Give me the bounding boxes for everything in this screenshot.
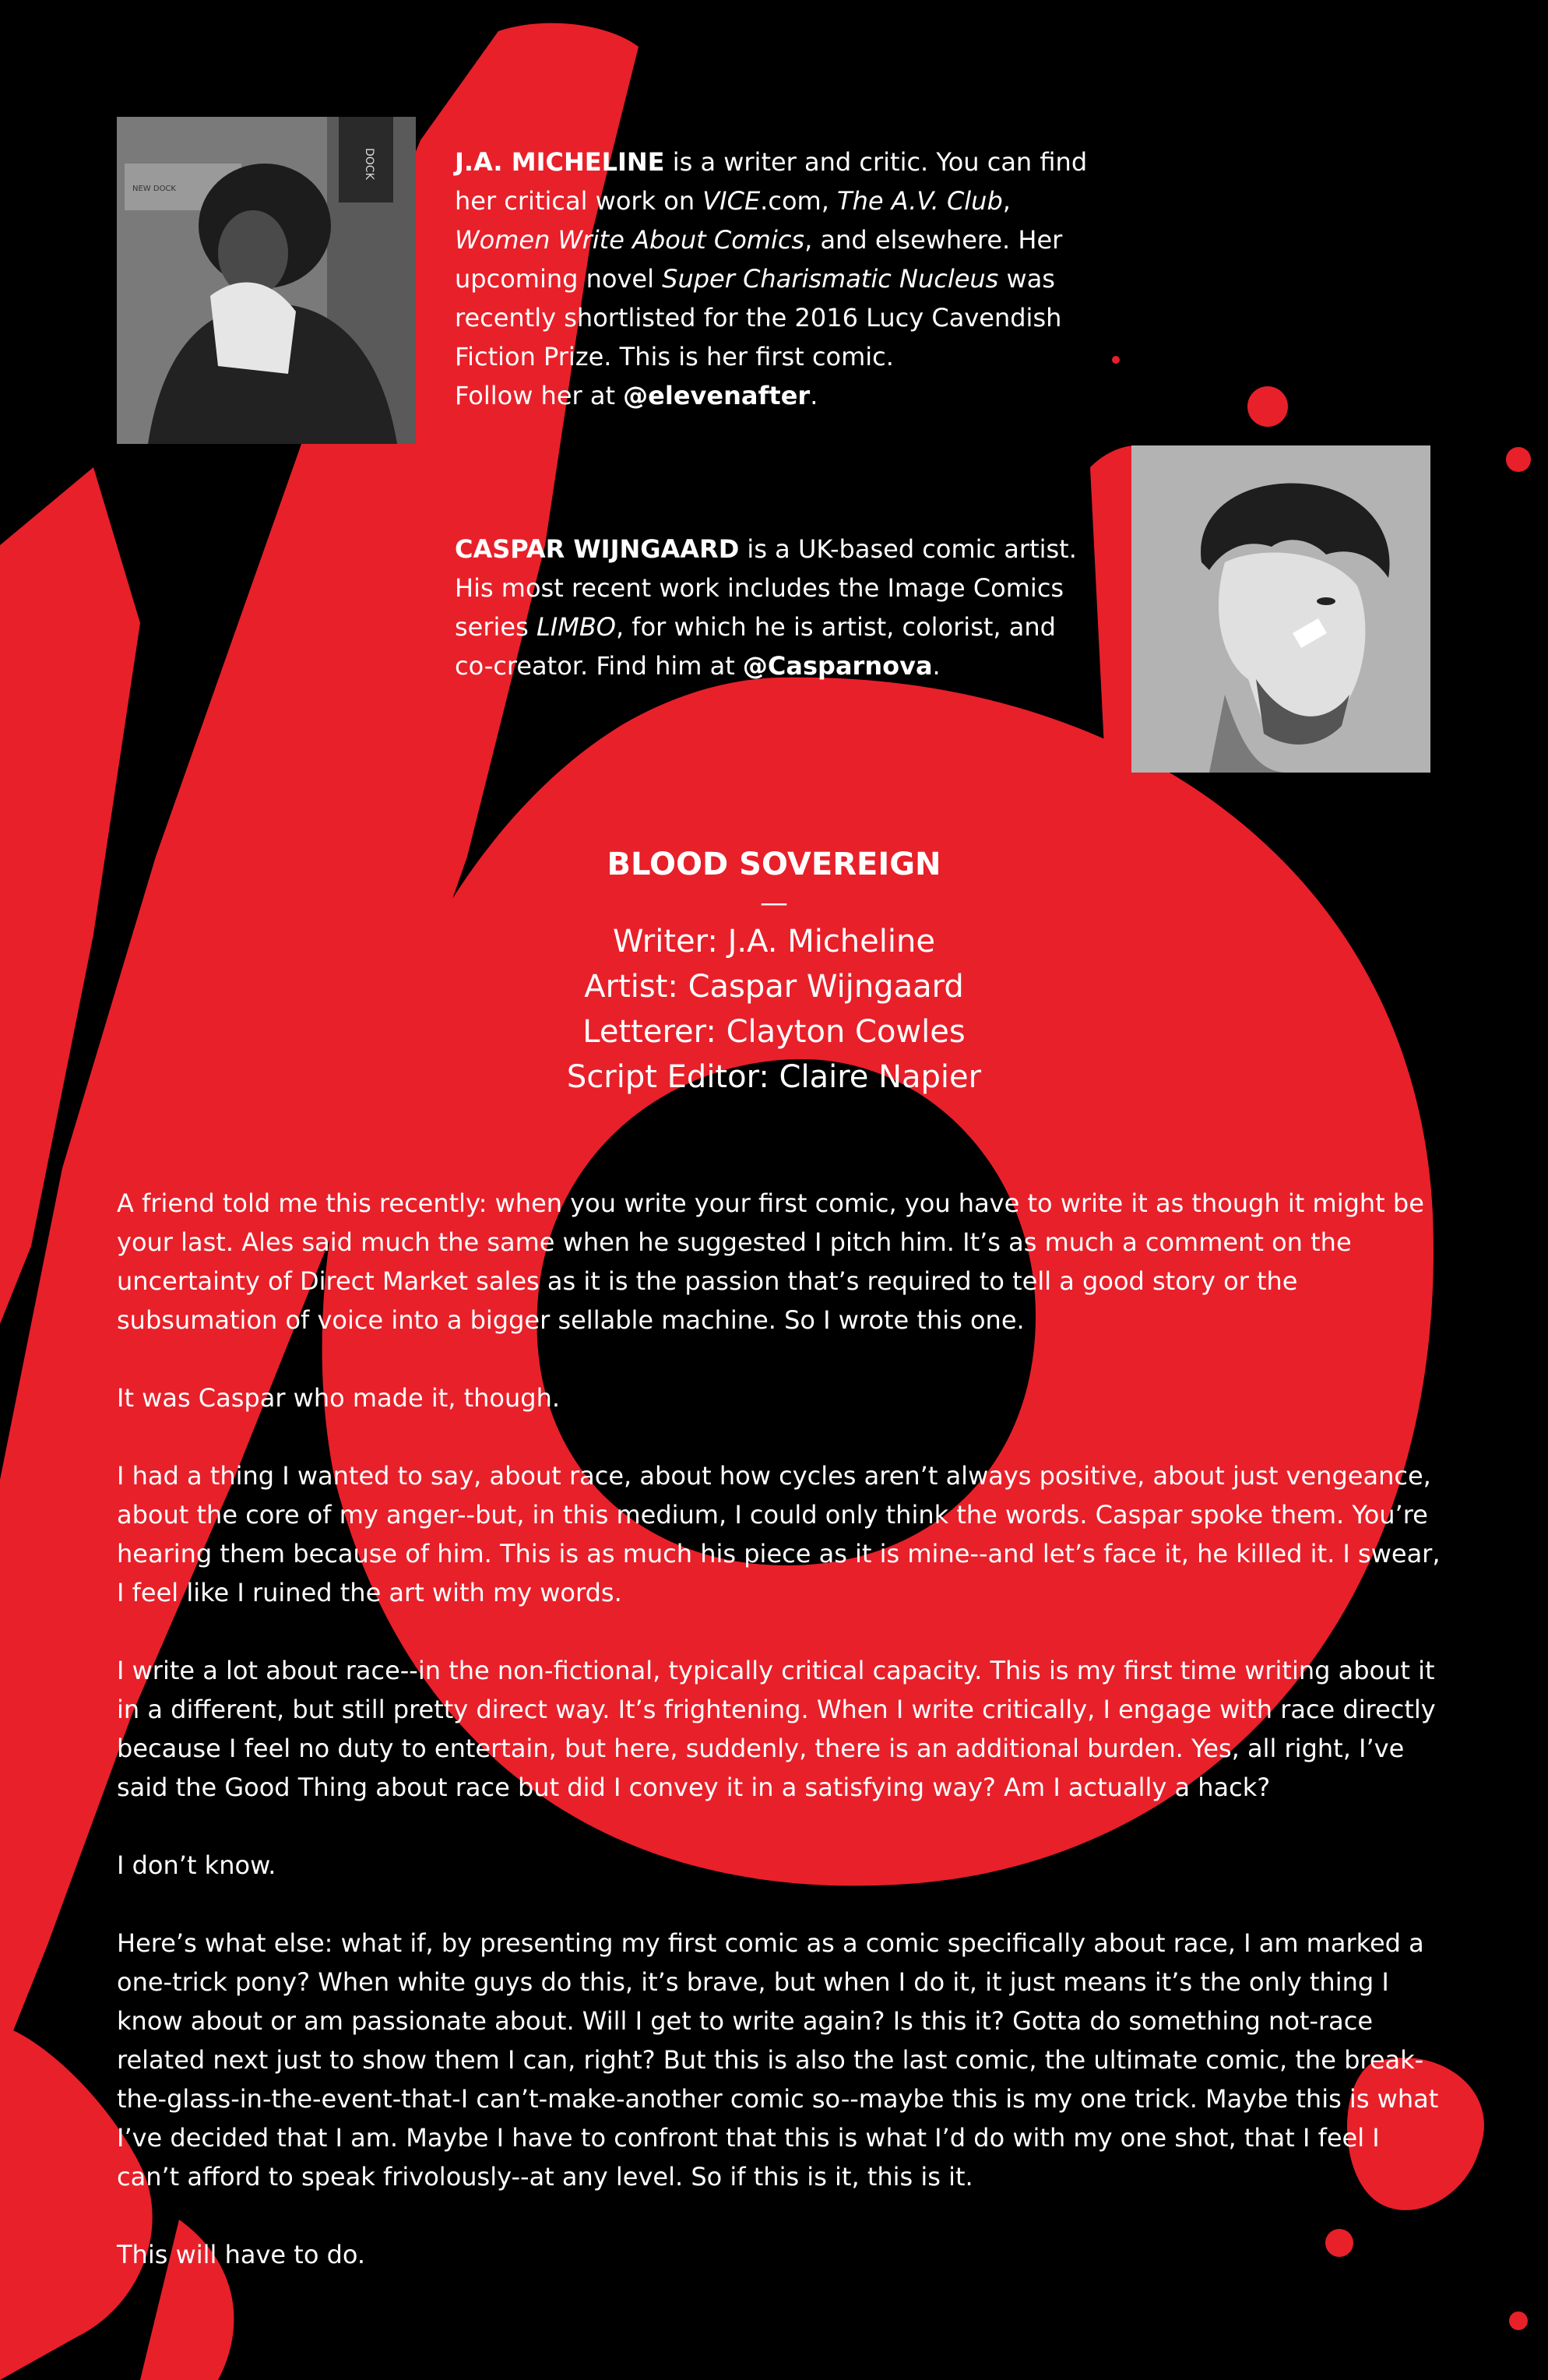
- bio-wijngaard: [455, 530, 1093, 685]
- bio-text: , for which he is artist, colorist, and co-creator. Find him at: [455, 612, 1056, 681]
- credit-artist: Artist: Caspar Wijngaard: [584, 969, 964, 1005]
- bio-text: is a writer and critic. You can find her critical work on: [455, 147, 1088, 216]
- bio-novel-title: Super Charismatic Nucleus: [662, 264, 999, 294]
- essay-paragraph: It was Caspar who made it, though.: [117, 1383, 561, 1413]
- essay-paragraph: Here’s what else: what if, by presenting my first comic as a comic specifically about race, I am marked a one-trick pony? When white guys do this, it’s brave, but when I do it, it just means it’s the only thing I know about or am passionate about. Will I get to write again? Is this it? Gotta do something not-race related next just to show them I can, right? But this is also the last comic, the ultimate comic, the break-the-glass-in-the-event-that-I can’t-make-another comic so--maybe this is my one trick. Maybe this is what I’ve decided that I am. Maybe I have to confront that this is what I’d do with my one shot, that I feel I can’t afford to speak frivolously--at any level. So if this is it, this is it.: [117, 1928, 1439, 2192]
- essay-paragraph: I had a thing I wanted to say, about race, about how cycles aren’t always positive, about just vengeance, about the core of my anger--but, in this medium, I could only think the words. Caspar spoke them. You’re hearing them because of him. This is as much his piece as it is mine--and let’s face it, he killed it. I swear, I feel like I ruined the art with my words.: [117, 1461, 1441, 1607]
- bio-publication: VICE: [702, 186, 761, 216]
- photo-sign-dock: DOCK: [363, 148, 375, 180]
- bio-publication: Women Write About Comics: [455, 225, 805, 255]
- bio-text: , and elsewhere. Her upcoming novel: [455, 225, 1063, 294]
- essay-paragraph: I write a lot about race--in the non-fictional, typically critical capacity. This is my first time writing about it in a different, but still pretty direct way. It’s frightening. When I write critically, I engage with race directly because I feel no duty to entertain, but here, suddenly, there is an additional burden. Yes, all right, I’ve said the Good Thing about race but did I convey it in a satisfying way? Am I actually a hack?: [117, 1656, 1436, 1802]
- bio-text: .com,: [760, 186, 838, 216]
- credit-letterer: Letterer: Clayton Cowles: [582, 1014, 966, 1050]
- essay-paragraph: This will have to do.: [117, 2240, 366, 2269]
- bio-text: .: [810, 381, 818, 410]
- artist-portrait-wijngaard: [1131, 445, 1430, 773]
- afterword-essay: [117, 1184, 1441, 2313]
- bio-text: .: [932, 651, 941, 681]
- bio-name-micheline: J.A. MICHELINE: [455, 147, 665, 177]
- essay-paragraph: I don’t know.: [117, 1850, 276, 1880]
- credits-block: [467, 841, 1081, 1100]
- twitter-handle-link[interactable]: @Casparnova: [742, 651, 933, 681]
- author-photo-micheline: [117, 117, 416, 444]
- bio-text: was recently shortlisted for the 2016 Lucy Cavendish Fiction Prize. This is her first comic.: [455, 264, 1062, 371]
- title-divider: —: [760, 887, 788, 919]
- bio-follow: Follow her at: [455, 381, 624, 410]
- twitter-handle-link[interactable]: @elevenafter: [623, 381, 811, 410]
- bio-micheline: [455, 143, 1093, 415]
- bio-name-wijngaard: CASPAR WIJNGAARD: [455, 534, 740, 564]
- story-title: BLOOD SOVEREIGN: [607, 847, 941, 882]
- bio-series-title: LIMBO: [536, 612, 616, 642]
- bio-text: is a UK-based comic artist. His most recent work includes the Image Comics series: [455, 534, 1077, 642]
- credit-writer: Writer: J.A. Micheline: [613, 924, 935, 959]
- photo-sign-small: NEW DOCK: [132, 185, 176, 193]
- credit-script-editor: Script Editor: Claire Napier: [566, 1059, 982, 1095]
- essay-paragraph: A friend told me this recently: when you write your first comic, you have to write it as though it might be your last. Ales said much the same when he suggested I pitch him. It’s as much a comment on the uncertainty of Direct Market sales as it is the passion that’s required to tell a good story or the subsumation of voice into a bigger sellable machine. So I wrote this one.: [117, 1188, 1424, 1335]
- bio-publication: The A.V. Club: [837, 186, 1003, 216]
- bio-text: ,: [1002, 186, 1011, 216]
